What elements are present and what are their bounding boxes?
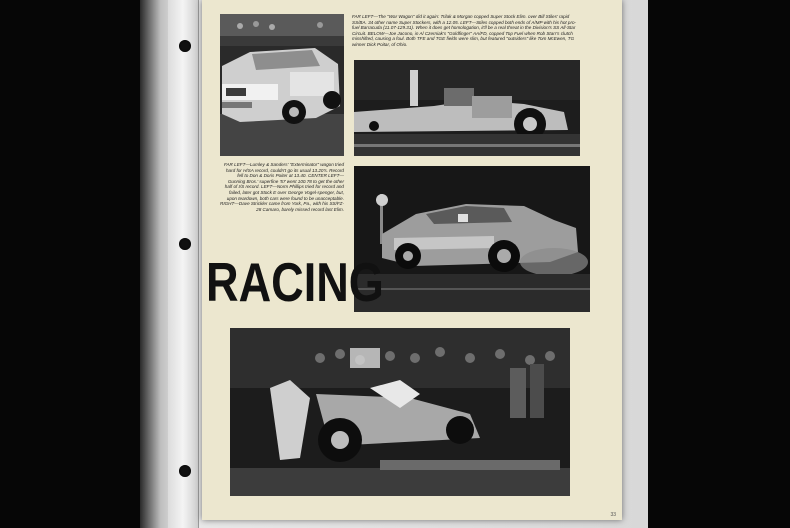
photo-pit-crowd: [230, 328, 570, 496]
photo-dragster-launch: [354, 60, 580, 156]
photo-camaro-image: [354, 166, 590, 312]
caption-middle-left: FAR LEFT—Lumley & Sanders' "Exterminator" wagon tried hard for H/SA record, couldn't go its usual 13.20's. Record fell to Don & Doris Poiter at 13.40. CENTER LEFT—Gunning Bros.' superfine '57 went 100.78 to get the other half of I/S record. LEFT—Norm Phillips tried for record and failed, later got Stock E over George Vogel-spenger, but, upon teardown, both cars were found to be unacceptable. RIGHT—Dave Strickler came from York, Pa., with his SS/FZ-28 Camaro, barely missed record last Elim.: [220, 162, 344, 212]
photo-pit-crowd-image: [230, 328, 570, 496]
photo-super-stock-car: [220, 14, 344, 156]
page-number: 33: [610, 512, 616, 518]
photo-super-stock-car-image: [220, 14, 344, 156]
caption-top-right: FAR LEFT—The "War Wagon" did it again: Trilak & Morgan copped Super Stock Elim. over Bill Stiles' rapid SS/BA. 34 other name Super Stockers, with a 12.05. LEFT—Stiles copped both ends of A/MP with his hot pro-fuel Barracuda (11.07-129.31). When it does get homologation, it'll be a real threat in the Division's SS All-Star Circuit. BELOW—Joe Jacono, in Al Czerniak's "Goldfinger" AA/FD, copped Top Fuel when Rob Starr's clutch misshifted, causing a foul. Both TFE and TGE fields were slim, but featured "outsiders" like Tom McEwen, TG winner Dick Poitar, of Ohio.: [352, 14, 577, 47]
photo-dragster-launch-image: [354, 60, 580, 156]
binder-hole: [179, 238, 191, 250]
binder-hole: [179, 465, 191, 477]
binder-strip: [168, 0, 199, 528]
headline: RACING: [206, 251, 384, 313]
binder-hole: [179, 40, 191, 52]
photo-camaro: [354, 166, 590, 312]
magazine-page: [202, 0, 622, 520]
